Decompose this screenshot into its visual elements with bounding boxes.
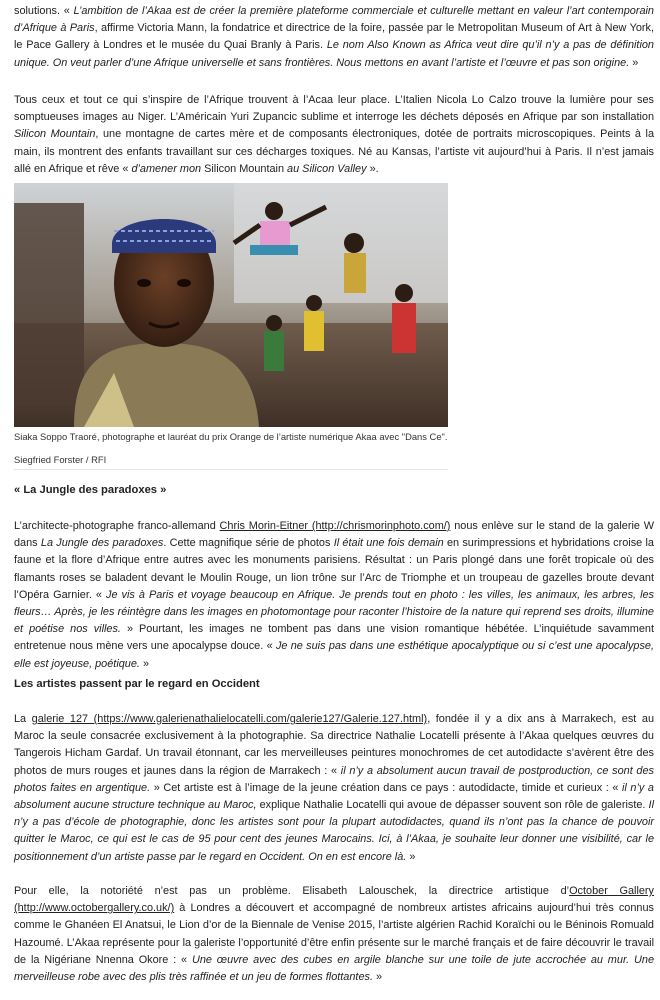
text-run: Tous ceux et tout ce qui s’inspire de l’Afrique trouvent à l’Acaa leur place. L’Italien Nicola Lo Calzo trouve la lumière pour ses somptueuses images au Niger. L’Américain Yuri Zupancic sublime et interroge les déchets déposés en Afrique par son installation (14, 94, 654, 124)
quote-text: Il n’y a pas d’école de photographie, donc les artistes sont pour la plupart autodidactes, quand ils n’ont pas la chance de pouvoir quitter le Maroc, ce qui est le cas de 95 pour cent des jeunes Marocains. Ici, à l’Akaa, je souhaite leur donner une visibilité, car le positionnement d’un artiste passe par le regard en Occident. On en est encore là. (14, 799, 654, 863)
section-heading-jungle: « La Jungle des paradoxes » (14, 484, 167, 496)
series-title: La Jungle des paradoxes (40, 537, 164, 550)
paragraph-galerie-127 (14, 711, 654, 866)
text-run: nous enlève sur le stand de la galerie W dans (14, 520, 655, 550)
text-run: Pour elle, la notoriété n’est pas un problème. Elisabeth Lalouschek, la directrice artistique d’ (14, 885, 570, 897)
text-run: ». (366, 162, 379, 175)
quote-text: Une œuvre avec des cubes en argile blanche sur une toile de jute accrochée au mur. Une merveilleuse robe avec des plis très raffinée et un jeu de formes flottantes. (14, 953, 655, 984)
text-run: La (14, 713, 32, 725)
paragraph-intro-quote (14, 3, 654, 72)
text-run: » (372, 971, 383, 984)
photo-credit: Siegfried Forster / RFI (14, 454, 107, 465)
section-heading-occident: Les artistes passent par le regard en Occident (14, 678, 260, 690)
quote-text: Je vis à Paris et voyage beaucoup en Afrique. Je prends tout en photo : les villes, les animaux, les arbres, les fleurs… Après, je les réintègre dans les images en photomontage pour raconter l’histoire de la nature qui reprend ses droits, illumine et poétise nos villes. (14, 588, 654, 636)
photo-caption: Siaka Soppo Traoré, photographe et lauréat du prix Orange de l’artiste numérique Akaa avec "Dans Ce". (14, 431, 448, 442)
text-run: solutions. « (14, 5, 74, 17)
text-run: » (406, 850, 416, 863)
quote-text: il n’y a absolument aucune structure technique au Maroc, (14, 781, 654, 812)
artwork-title: Silicon Mountain (14, 128, 96, 141)
series-title: Il était une fois demain (333, 537, 444, 550)
paragraph-artists (14, 92, 654, 178)
text-run: » (139, 657, 150, 670)
text-run: » Pourtant, les images ne tombent pas dans une vision romantique hébétée. L’inquiétude savamment entretenue nous mène vers une apocalypse douce. « (14, 623, 654, 653)
text-run: en surimpressions et hybridations croise la faune et la flore d’Afrique entre autres avec les monuments parisiens. Résultat : un Paris plongé dans une forêt tropicale où des flamants roses se baladent devant le Moulin Rouge, un lion trône sur l’Arc de Triomphe et un troupeau de gazelles broute devant l’Opéra Garnier. « (14, 537, 654, 601)
text-run: Silicon Mountain (201, 162, 288, 175)
text-run: à Londres a découvert et accompagné de nombreux artistes africains aujourd’hui très connus comme le Ghanéen El Anatsui, le Lion d’or de la Biennale de Venise 2015, l’artiste algérien Rachid Koraïchi ou le Béninois Romuald Hazoumé. L’Akaa représente pour la galeriste l’opportunité d’être enfin présente sur le marché français et de faire découvrir le travail de la Nigériane Nnenna Okore : « (14, 902, 654, 966)
text-run: explique Nathalie Locatelli qui avoue de dépasser souvent son rôle de galeriste. (256, 799, 649, 812)
paragraph-morin-eitner (14, 518, 654, 673)
caption-divider (14, 469, 448, 470)
link-chris-morin-eitner[interactable]: Chris Morin-Eitner (http://chrismorinphoto.com/) (219, 520, 451, 532)
quote-text: il n’y a absolument aucun travail de postproduction, ce sont des photos faites en argentique. (14, 764, 654, 794)
text-run: . Cette magnifique série de photos (163, 537, 334, 550)
text-run: L’architecte-photographe franco-allemand (14, 520, 220, 532)
quote-text: d’amener mon (131, 162, 202, 175)
photo-illustration (14, 183, 448, 427)
text-run: , une montagne de cartes mère et de composants électroniques, dotée de portraits microscopiques. Peints à la main, ils montrent des enfants travaillant sur ces décharges toxiques. Né au Kansas, l’artiste vit aujourd’hui à Paris. Il n’est jamais allé en Afrique et rêve « (14, 128, 654, 175)
quote-text: L’ambition de l’Akaa est de créer la première plateforme commerciale et culturelle mettant en valeur l’art contemporain d’Afrique à Paris (14, 5, 654, 35)
text-run: » (629, 56, 639, 69)
quote-text: Le nom Also Known as Africa veut dire qu’il n’y a pas de définition unique. On veut parler d’une Afrique universelle et sans frontières. Nous mettons en avant l’artiste et l’œuvre et pas son origine. (14, 39, 654, 69)
quote-text: au Silicon Valley (287, 162, 367, 175)
link-october-gallery[interactable]: October Gallery (http://www.octobergallery.co.uk/) (14, 885, 654, 915)
article-photo (14, 183, 448, 427)
quote-text: Je ne suis pas dans une esthétique apocalyptique ou si c’est une apocalypse, elle est joyeuse, poétique. (14, 640, 654, 670)
text-run: , affirme Victoria Mann, la fondatrice et directrice de la foire, passée par le Metropolitan Museum of Art à New York, le Pace Gallery à Londres et le musée du Quai Branly à Paris. (14, 22, 654, 52)
link-galerie-127[interactable]: galerie 127 (https://www.galerienathalielocatelli.com/galerie127/Galerie.127.html) (31, 713, 428, 725)
text-run: , fondée il y a dix ans à Marrakech, est au Maroc la seule consacrée exclusivement à la photographie. Sa directrice Nathalie Locatelli présente à l’Akaa quelques œuvres du Tangerois Hicham Gardaf. Un travail étonnant, car les merveilleuses peintures monochromes de cet autodidacte s’avèrent être des photos de murs rouges et jaunes dans la région de Marrakech : « (14, 713, 654, 777)
paragraph-october-gallery (14, 883, 654, 986)
text-run: » Cet artiste est à l’image de la jeune création dans ce pays : autodidacte, timide et curieux : « (150, 781, 622, 794)
